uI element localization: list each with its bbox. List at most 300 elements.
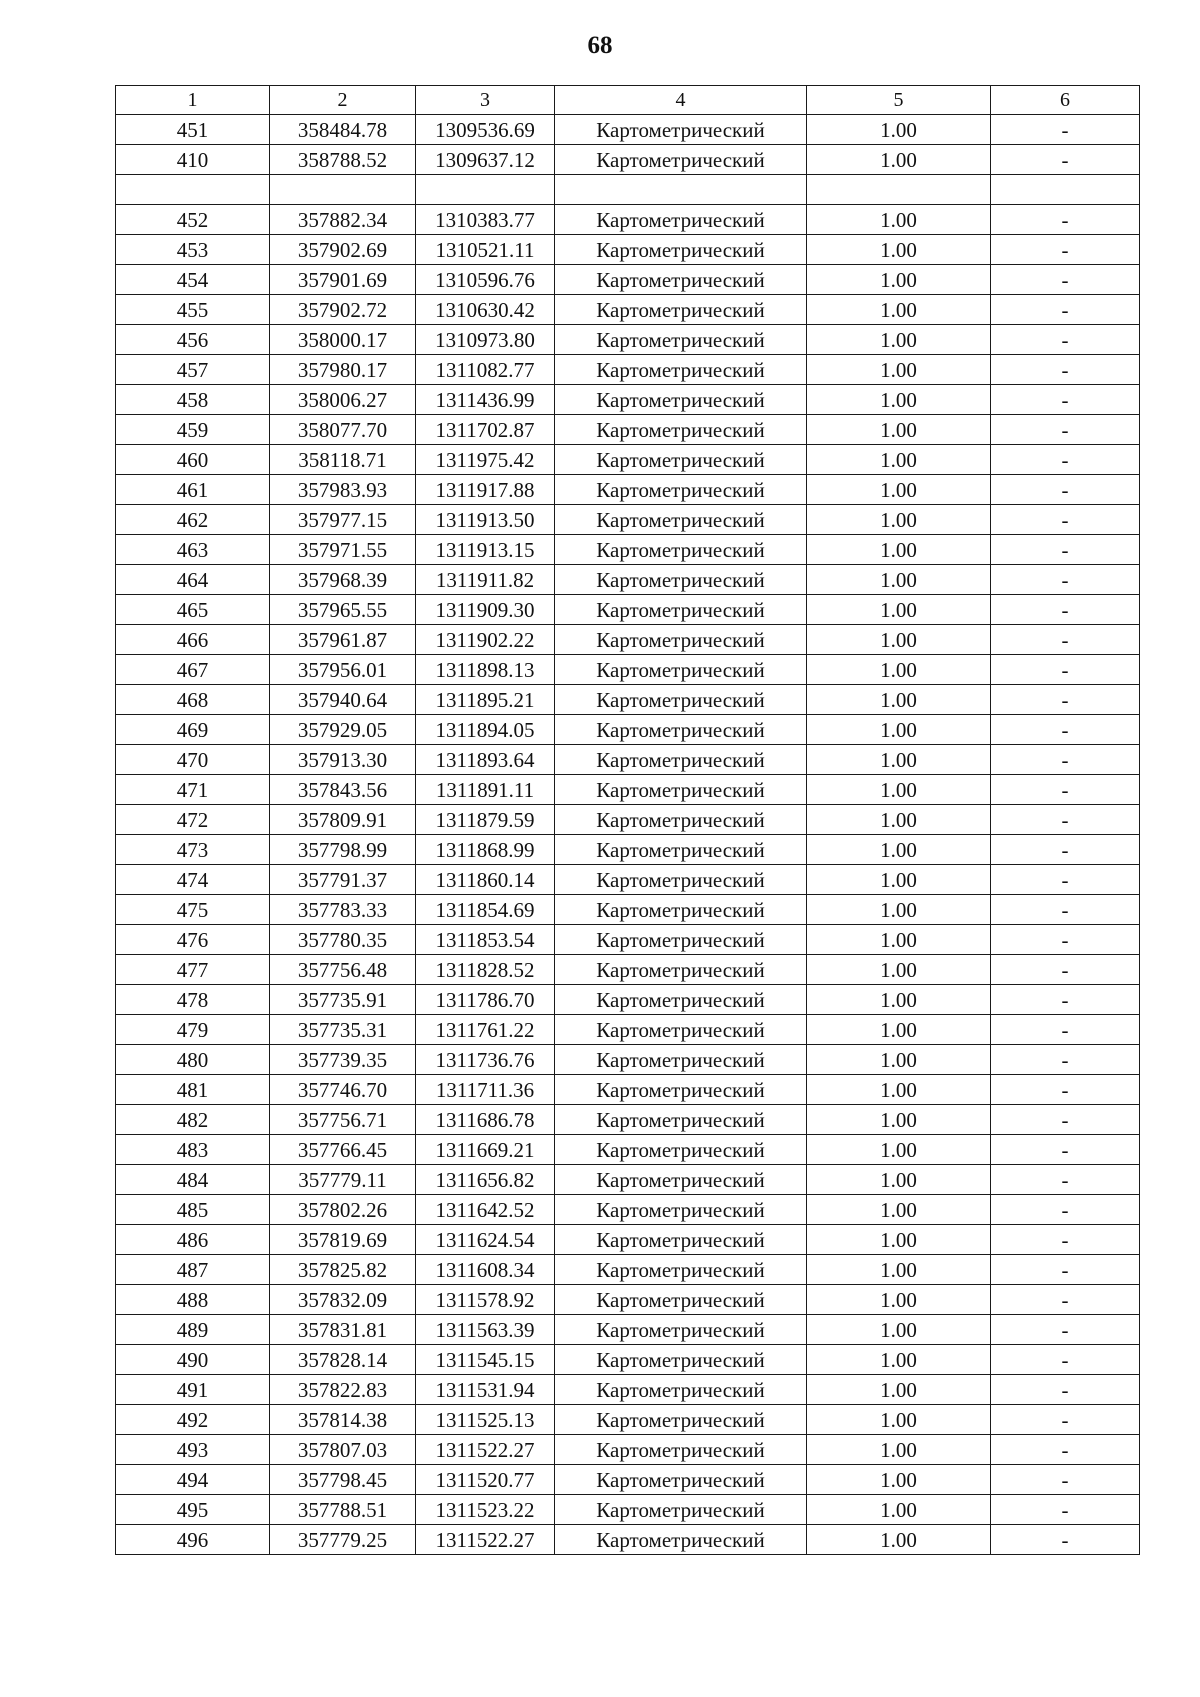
method-cell: Картометрический xyxy=(555,235,807,265)
method-cell xyxy=(555,175,807,205)
accuracy-cell: 1.00 xyxy=(807,385,991,415)
y-coordinate-cell: 1311879.59 xyxy=(416,805,555,835)
note-cell: - xyxy=(991,115,1140,145)
y-coordinate-cell: 1310383.77 xyxy=(416,205,555,235)
note-cell: - xyxy=(991,1075,1140,1105)
table-row xyxy=(116,1015,1140,1045)
note-cell: - xyxy=(991,205,1140,235)
accuracy-cell: 1.00 xyxy=(807,235,991,265)
accuracy-cell: 1.00 xyxy=(807,535,991,565)
x-coordinate-cell: 357971.55 xyxy=(270,535,416,565)
point-number-cell: 452 xyxy=(116,205,270,235)
y-coordinate-cell xyxy=(416,175,555,205)
point-number-cell: 458 xyxy=(116,385,270,415)
accuracy-cell: 1.00 xyxy=(807,1465,991,1495)
note-cell: - xyxy=(991,1345,1140,1375)
method-cell: Картометрический xyxy=(555,1345,807,1375)
method-cell: Картометрический xyxy=(555,295,807,325)
note-cell: - xyxy=(991,1495,1140,1525)
method-cell: Картометрический xyxy=(555,985,807,1015)
y-coordinate-cell: 1311913.15 xyxy=(416,535,555,565)
accuracy-cell: 1.00 xyxy=(807,325,991,355)
method-cell: Картометрический xyxy=(555,385,807,415)
note-cell: - xyxy=(991,955,1140,985)
accuracy-cell: 1.00 xyxy=(807,1045,991,1075)
accuracy-cell: 1.00 xyxy=(807,1255,991,1285)
x-coordinate-cell: 358006.27 xyxy=(270,385,416,415)
accuracy-cell: 1.00 xyxy=(807,1075,991,1105)
y-coordinate-cell: 1311669.21 xyxy=(416,1135,555,1165)
y-coordinate-cell: 1311898.13 xyxy=(416,655,555,685)
accuracy-cell: 1.00 xyxy=(807,565,991,595)
accuracy-cell: 1.00 xyxy=(807,1435,991,1465)
y-coordinate-cell: 1311895.21 xyxy=(416,685,555,715)
point-number-cell: 490 xyxy=(116,1345,270,1375)
x-coordinate-cell: 357961.87 xyxy=(270,625,416,655)
accuracy-cell: 1.00 xyxy=(807,925,991,955)
accuracy-cell xyxy=(807,175,991,205)
y-coordinate-cell: 1311520.77 xyxy=(416,1465,555,1495)
point-number-cell: 486 xyxy=(116,1225,270,1255)
y-coordinate-cell: 1311868.99 xyxy=(416,835,555,865)
y-coordinate-cell: 1311860.14 xyxy=(416,865,555,895)
table-row xyxy=(116,1225,1140,1255)
table-row xyxy=(116,1495,1140,1525)
accuracy-cell: 1.00 xyxy=(807,1375,991,1405)
table-row xyxy=(116,955,1140,985)
note-cell: - xyxy=(991,535,1140,565)
y-coordinate-cell: 1311545.15 xyxy=(416,1345,555,1375)
note-cell: - xyxy=(991,565,1140,595)
point-number-cell: 466 xyxy=(116,625,270,655)
x-coordinate-cell: 357809.91 xyxy=(270,805,416,835)
note-cell: - xyxy=(991,445,1140,475)
accuracy-cell: 1.00 xyxy=(807,1225,991,1255)
x-coordinate-cell: 357779.25 xyxy=(270,1525,416,1555)
accuracy-cell: 1.00 xyxy=(807,745,991,775)
table-row xyxy=(116,715,1140,745)
table-row xyxy=(116,445,1140,475)
x-coordinate-cell: 357798.45 xyxy=(270,1465,416,1495)
table-row xyxy=(116,475,1140,505)
x-coordinate-cell: 357802.26 xyxy=(270,1195,416,1225)
x-coordinate-cell: 357791.37 xyxy=(270,865,416,895)
method-cell: Картометрический xyxy=(555,445,807,475)
x-coordinate-cell: 357882.34 xyxy=(270,205,416,235)
table-row xyxy=(116,355,1140,385)
x-coordinate-cell: 357783.33 xyxy=(270,895,416,925)
y-coordinate-cell: 1311563.39 xyxy=(416,1315,555,1345)
x-coordinate-cell xyxy=(270,175,416,205)
accuracy-cell: 1.00 xyxy=(807,1525,991,1555)
x-coordinate-cell: 357831.81 xyxy=(270,1315,416,1345)
y-coordinate-cell: 1311891.11 xyxy=(416,775,555,805)
note-cell: - xyxy=(991,415,1140,445)
method-cell: Картометрический xyxy=(555,565,807,595)
table-row xyxy=(116,505,1140,535)
note-cell: - xyxy=(991,835,1140,865)
accuracy-cell: 1.00 xyxy=(807,475,991,505)
y-coordinate-cell: 1311522.27 xyxy=(416,1525,555,1555)
point-number-cell: 492 xyxy=(116,1405,270,1435)
point-number-cell: 478 xyxy=(116,985,270,1015)
table-row xyxy=(116,1075,1140,1105)
method-cell: Картометрический xyxy=(555,115,807,145)
method-cell: Картометрический xyxy=(555,625,807,655)
y-coordinate-cell: 1311911.82 xyxy=(416,565,555,595)
point-number-cell: 493 xyxy=(116,1435,270,1465)
accuracy-cell: 1.00 xyxy=(807,505,991,535)
accuracy-cell: 1.00 xyxy=(807,1285,991,1315)
point-number-cell: 475 xyxy=(116,895,270,925)
table-row xyxy=(116,925,1140,955)
point-number-cell: 454 xyxy=(116,265,270,295)
method-cell: Картометрический xyxy=(555,835,807,865)
point-number-cell: 481 xyxy=(116,1075,270,1105)
table-row xyxy=(116,1435,1140,1465)
accuracy-cell: 1.00 xyxy=(807,445,991,475)
method-cell: Картометрический xyxy=(555,775,807,805)
x-coordinate-cell: 357913.30 xyxy=(270,745,416,775)
point-number-cell: 491 xyxy=(116,1375,270,1405)
note-cell: - xyxy=(991,505,1140,535)
note-cell: - xyxy=(991,235,1140,265)
accuracy-cell: 1.00 xyxy=(807,1165,991,1195)
table-row xyxy=(116,985,1140,1015)
note-cell: - xyxy=(991,1135,1140,1165)
page-number: 68 xyxy=(587,32,613,59)
point-number-cell: 482 xyxy=(116,1105,270,1135)
x-coordinate-cell: 357735.31 xyxy=(270,1015,416,1045)
note-cell: - xyxy=(991,775,1140,805)
table-body xyxy=(116,86,1140,1555)
header-cell: 5 xyxy=(807,86,991,115)
method-cell: Картометрический xyxy=(555,955,807,985)
accuracy-cell: 1.00 xyxy=(807,115,991,145)
accuracy-cell: 1.00 xyxy=(807,145,991,175)
point-number-cell: 467 xyxy=(116,655,270,685)
x-coordinate-cell: 357929.05 xyxy=(270,715,416,745)
point-number-cell: 451 xyxy=(116,115,270,145)
y-coordinate-cell: 1311853.54 xyxy=(416,925,555,955)
x-coordinate-cell: 357965.55 xyxy=(270,595,416,625)
accuracy-cell: 1.00 xyxy=(807,205,991,235)
method-cell: Картометрический xyxy=(555,145,807,175)
x-coordinate-cell: 357843.56 xyxy=(270,775,416,805)
note-cell: - xyxy=(991,805,1140,835)
accuracy-cell: 1.00 xyxy=(807,955,991,985)
accuracy-cell: 1.00 xyxy=(807,655,991,685)
y-coordinate-cell: 1311894.05 xyxy=(416,715,555,745)
point-number-cell: 487 xyxy=(116,1255,270,1285)
method-cell: Картометрический xyxy=(555,895,807,925)
y-coordinate-cell: 1311736.76 xyxy=(416,1045,555,1075)
x-coordinate-cell: 357828.14 xyxy=(270,1345,416,1375)
header-cell: 3 xyxy=(416,86,555,115)
accuracy-cell: 1.00 xyxy=(807,1105,991,1135)
note-cell: - xyxy=(991,1225,1140,1255)
note-cell: - xyxy=(991,265,1140,295)
table-row xyxy=(116,1525,1140,1555)
note-cell: - xyxy=(991,595,1140,625)
y-coordinate-cell: 1311711.36 xyxy=(416,1075,555,1105)
point-number-cell: 471 xyxy=(116,775,270,805)
method-cell: Картометрический xyxy=(555,925,807,955)
note-cell: - xyxy=(991,1315,1140,1345)
method-cell: Картометрический xyxy=(555,685,807,715)
accuracy-cell: 1.00 xyxy=(807,1015,991,1045)
point-number-cell: 455 xyxy=(116,295,270,325)
note-cell: - xyxy=(991,895,1140,925)
method-cell: Картометрический xyxy=(555,655,807,685)
table-row xyxy=(116,775,1140,805)
note-cell: - xyxy=(991,625,1140,655)
method-cell: Картометрический xyxy=(555,745,807,775)
y-coordinate-cell: 1311686.78 xyxy=(416,1105,555,1135)
method-cell: Картометрический xyxy=(555,1015,807,1045)
method-cell: Картометрический xyxy=(555,415,807,445)
accuracy-cell: 1.00 xyxy=(807,595,991,625)
x-coordinate-cell: 357983.93 xyxy=(270,475,416,505)
x-coordinate-cell: 357902.72 xyxy=(270,295,416,325)
accuracy-cell: 1.00 xyxy=(807,625,991,655)
point-number-cell: 410 xyxy=(116,145,270,175)
y-coordinate-cell: 1311656.82 xyxy=(416,1165,555,1195)
point-number-cell: 477 xyxy=(116,955,270,985)
method-cell: Картометрический xyxy=(555,1435,807,1465)
note-cell: - xyxy=(991,385,1140,415)
table-row xyxy=(116,535,1140,565)
coordinates-table xyxy=(115,85,1140,1555)
point-number-cell: 484 xyxy=(116,1165,270,1195)
table-row xyxy=(116,265,1140,295)
note-cell: - xyxy=(991,1045,1140,1075)
note-cell: - xyxy=(991,325,1140,355)
table-row xyxy=(116,595,1140,625)
method-cell: Картометрический xyxy=(555,1315,807,1345)
method-cell: Картометрический xyxy=(555,1135,807,1165)
y-coordinate-cell: 1311531.94 xyxy=(416,1375,555,1405)
method-cell: Картометрический xyxy=(555,205,807,235)
x-coordinate-cell: 357940.64 xyxy=(270,685,416,715)
x-coordinate-cell: 357807.03 xyxy=(270,1435,416,1465)
y-coordinate-cell: 1310630.42 xyxy=(416,295,555,325)
method-cell: Картометрический xyxy=(555,1255,807,1285)
method-cell: Картометрический xyxy=(555,505,807,535)
x-coordinate-cell: 357977.15 xyxy=(270,505,416,535)
table-row xyxy=(116,325,1140,355)
point-number-cell: 463 xyxy=(116,535,270,565)
y-coordinate-cell: 1311913.50 xyxy=(416,505,555,535)
point-number-cell: 461 xyxy=(116,475,270,505)
method-cell: Картометрический xyxy=(555,715,807,745)
table-row xyxy=(116,805,1140,835)
table-row xyxy=(116,385,1140,415)
method-cell: Картометрический xyxy=(555,1285,807,1315)
x-coordinate-cell: 357956.01 xyxy=(270,655,416,685)
method-cell: Картометрический xyxy=(555,535,807,565)
y-coordinate-cell: 1311893.64 xyxy=(416,745,555,775)
table-row xyxy=(116,655,1140,685)
point-number-cell: 473 xyxy=(116,835,270,865)
point-number-cell: 496 xyxy=(116,1525,270,1555)
point-number-cell: 456 xyxy=(116,325,270,355)
accuracy-cell: 1.00 xyxy=(807,865,991,895)
method-cell: Картометрический xyxy=(555,1105,807,1135)
y-coordinate-cell: 1311525.13 xyxy=(416,1405,555,1435)
point-number-cell: 465 xyxy=(116,595,270,625)
accuracy-cell: 1.00 xyxy=(807,1315,991,1345)
table-row xyxy=(116,1045,1140,1075)
point-number-cell: 479 xyxy=(116,1015,270,1045)
table-row xyxy=(116,1405,1140,1435)
x-coordinate-cell: 357739.35 xyxy=(270,1045,416,1075)
table-row xyxy=(116,415,1140,445)
note-cell: - xyxy=(991,1465,1140,1495)
x-coordinate-cell: 357779.11 xyxy=(270,1165,416,1195)
x-coordinate-cell: 357756.48 xyxy=(270,955,416,985)
accuracy-cell: 1.00 xyxy=(807,895,991,925)
method-cell: Картометрический xyxy=(555,1225,807,1255)
x-coordinate-cell: 357735.91 xyxy=(270,985,416,1015)
table-row xyxy=(116,565,1140,595)
point-number-cell: 474 xyxy=(116,865,270,895)
x-coordinate-cell: 357766.45 xyxy=(270,1135,416,1165)
x-coordinate-cell: 357798.99 xyxy=(270,835,416,865)
x-coordinate-cell: 357814.38 xyxy=(270,1405,416,1435)
y-coordinate-cell: 1310596.76 xyxy=(416,265,555,295)
table-row xyxy=(116,1315,1140,1345)
note-cell: - xyxy=(991,1525,1140,1555)
point-number-cell: 488 xyxy=(116,1285,270,1315)
note-cell: - xyxy=(991,1195,1140,1225)
x-coordinate-cell: 357822.83 xyxy=(270,1375,416,1405)
accuracy-cell: 1.00 xyxy=(807,415,991,445)
y-coordinate-cell: 1311522.27 xyxy=(416,1435,555,1465)
note-cell: - xyxy=(991,1285,1140,1315)
note-cell: - xyxy=(991,655,1140,685)
y-coordinate-cell: 1310973.80 xyxy=(416,325,555,355)
y-coordinate-cell: 1311761.22 xyxy=(416,1015,555,1045)
note-cell: - xyxy=(991,925,1140,955)
accuracy-cell: 1.00 xyxy=(807,295,991,325)
y-coordinate-cell: 1311917.88 xyxy=(416,475,555,505)
table-row xyxy=(116,1195,1140,1225)
point-number-cell: 459 xyxy=(116,415,270,445)
point-number-cell: 469 xyxy=(116,715,270,745)
table-row xyxy=(116,1285,1140,1315)
accuracy-cell: 1.00 xyxy=(807,775,991,805)
table-row xyxy=(116,895,1140,925)
note-cell: - xyxy=(991,685,1140,715)
x-coordinate-cell: 357832.09 xyxy=(270,1285,416,1315)
x-coordinate-cell: 357968.39 xyxy=(270,565,416,595)
accuracy-cell: 1.00 xyxy=(807,1405,991,1435)
point-number-cell: 457 xyxy=(116,355,270,385)
table-row xyxy=(116,835,1140,865)
x-coordinate-cell: 357746.70 xyxy=(270,1075,416,1105)
y-coordinate-cell: 1311909.30 xyxy=(416,595,555,625)
note-cell: - xyxy=(991,145,1140,175)
table-row xyxy=(116,205,1140,235)
point-number-cell: 460 xyxy=(116,445,270,475)
table-row xyxy=(116,745,1140,775)
note-cell: - xyxy=(991,1435,1140,1465)
y-coordinate-cell: 1310521.11 xyxy=(416,235,555,265)
accuracy-cell: 1.00 xyxy=(807,265,991,295)
x-coordinate-cell: 357819.69 xyxy=(270,1225,416,1255)
note-cell: - xyxy=(991,1015,1140,1045)
accuracy-cell: 1.00 xyxy=(807,355,991,385)
header-cell: 1 xyxy=(116,86,270,115)
accuracy-cell: 1.00 xyxy=(807,1195,991,1225)
accuracy-cell: 1.00 xyxy=(807,715,991,745)
point-number-cell: 485 xyxy=(116,1195,270,1225)
method-cell: Картометрический xyxy=(555,595,807,625)
y-coordinate-cell: 1311436.99 xyxy=(416,385,555,415)
method-cell: Картометрический xyxy=(555,355,807,385)
accuracy-cell: 1.00 xyxy=(807,1495,991,1525)
table-row xyxy=(116,115,1140,145)
y-coordinate-cell: 1311702.87 xyxy=(416,415,555,445)
table-row xyxy=(116,625,1140,655)
note-cell: - xyxy=(991,355,1140,385)
table-row xyxy=(116,1345,1140,1375)
table-row xyxy=(116,685,1140,715)
point-number-cell: 483 xyxy=(116,1135,270,1165)
x-coordinate-cell: 357825.82 xyxy=(270,1255,416,1285)
method-cell: Картометрический xyxy=(555,325,807,355)
point-number-cell: 495 xyxy=(116,1495,270,1525)
accuracy-cell: 1.00 xyxy=(807,1135,991,1165)
method-cell: Картометрический xyxy=(555,1405,807,1435)
point-number-cell: 472 xyxy=(116,805,270,835)
table-row xyxy=(116,295,1140,325)
note-cell: - xyxy=(991,865,1140,895)
y-coordinate-cell: 1311854.69 xyxy=(416,895,555,925)
method-cell: Картометрический xyxy=(555,1195,807,1225)
table-row xyxy=(116,145,1140,175)
method-cell: Картометрический xyxy=(555,865,807,895)
point-number-cell: 453 xyxy=(116,235,270,265)
header-cell: 2 xyxy=(270,86,416,115)
point-number-cell: 480 xyxy=(116,1045,270,1075)
method-cell: Картометрический xyxy=(555,1495,807,1525)
method-cell: Картометрический xyxy=(555,1075,807,1105)
point-number-cell: 470 xyxy=(116,745,270,775)
table-row xyxy=(116,1135,1140,1165)
accuracy-cell: 1.00 xyxy=(807,805,991,835)
separator-row xyxy=(116,175,1140,205)
y-coordinate-cell: 1311578.92 xyxy=(416,1285,555,1315)
table-row xyxy=(116,1255,1140,1285)
x-coordinate-cell: 357902.69 xyxy=(270,235,416,265)
point-number-cell: 476 xyxy=(116,925,270,955)
accuracy-cell: 1.00 xyxy=(807,685,991,715)
note-cell: - xyxy=(991,1405,1140,1435)
note-cell: - xyxy=(991,295,1140,325)
x-coordinate-cell: 357980.17 xyxy=(270,355,416,385)
header-cell: 4 xyxy=(555,86,807,115)
x-coordinate-cell: 358484.78 xyxy=(270,115,416,145)
method-cell: Картометрический xyxy=(555,1375,807,1405)
method-cell: Картометрический xyxy=(555,475,807,505)
method-cell: Картометрический xyxy=(555,1165,807,1195)
point-number-cell: 468 xyxy=(116,685,270,715)
method-cell: Картометрический xyxy=(555,1465,807,1495)
note-cell: - xyxy=(991,1375,1140,1405)
x-coordinate-cell: 357780.35 xyxy=(270,925,416,955)
